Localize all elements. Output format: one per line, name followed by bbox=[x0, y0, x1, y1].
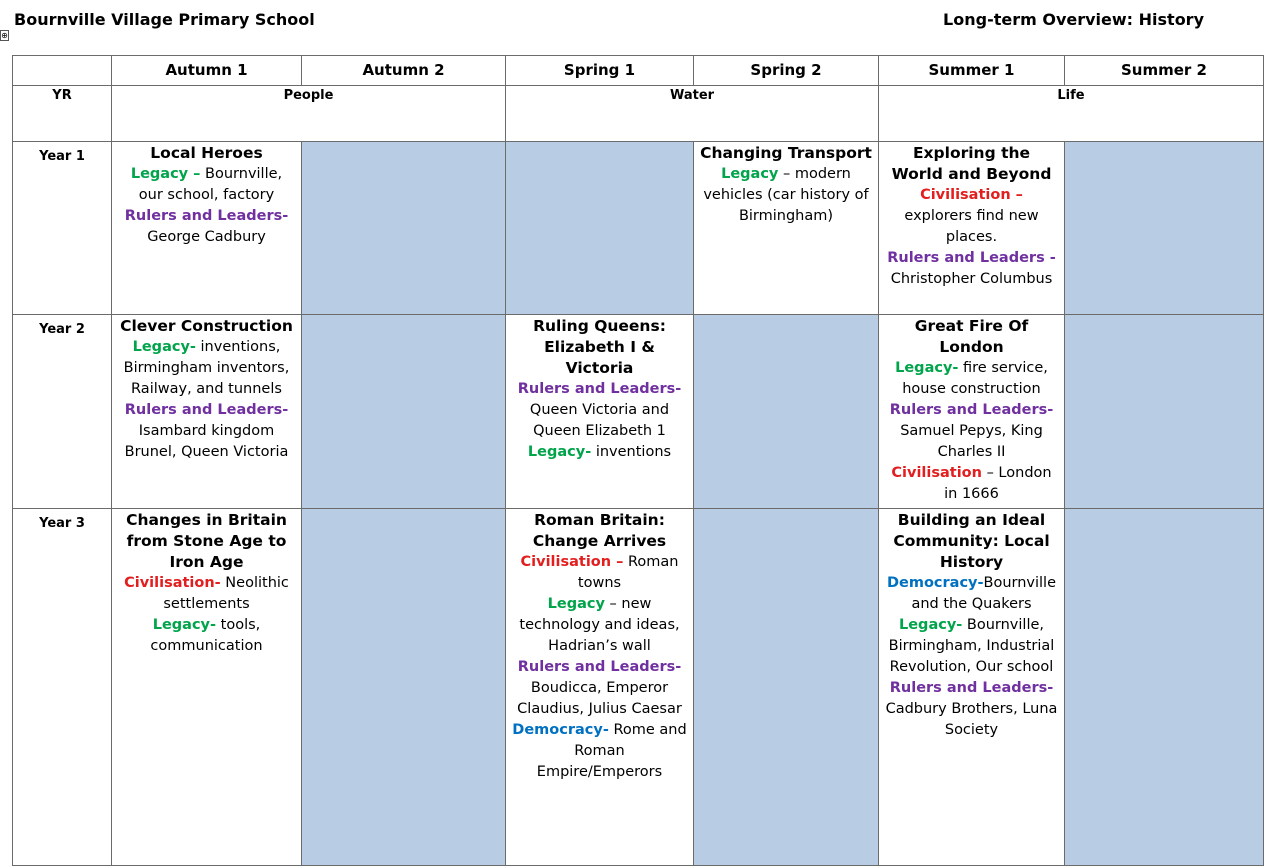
year2-autumn1-cell bbox=[112, 315, 302, 509]
topic-title: Local Heroes bbox=[150, 144, 263, 162]
col-header-autumn2: Autumn 2 bbox=[302, 56, 506, 86]
civilisation-text: explorers find new places. bbox=[904, 208, 1039, 245]
year3-spring2-empty-cell bbox=[694, 509, 879, 866]
rulers-text: Queen Victoria and Queen Elizabeth 1 bbox=[529, 402, 670, 439]
legacy-tag: Legacy- bbox=[132, 339, 196, 355]
legacy-text: – new technology and ideas, Hadrian’s wall bbox=[519, 596, 680, 654]
yr-label bbox=[13, 86, 112, 142]
theme-people bbox=[112, 86, 506, 142]
year3-row bbox=[13, 509, 1264, 866]
topic-title: Changing Transport bbox=[700, 144, 872, 162]
legacy-tag: Legacy- bbox=[527, 444, 592, 460]
topic-title: Ruling Queens: Elizabeth I & Victoria bbox=[533, 317, 666, 377]
year1-summer1-cell bbox=[879, 142, 1065, 315]
rulers-text: Christopher Columbus bbox=[890, 271, 1053, 287]
theme-life bbox=[879, 86, 1264, 142]
civilisation-text: Neolithic settlements bbox=[163, 575, 289, 612]
col-header-summer2: Summer 2 bbox=[1065, 56, 1264, 86]
theme-row bbox=[13, 86, 1264, 142]
theme-people-text: People bbox=[283, 88, 334, 103]
year3-autumn1-cell bbox=[112, 509, 302, 866]
legacy-text: Bournville, our school, factory bbox=[138, 166, 283, 203]
yr-text: YR bbox=[52, 88, 72, 103]
legacy-tag: Legacy- bbox=[152, 617, 217, 633]
legacy-tag: Legacy – bbox=[130, 166, 201, 182]
theme-water-text: Water bbox=[669, 88, 715, 103]
rulers-tag: Rulers and Leaders- bbox=[889, 402, 1054, 418]
civilisation-tag: Civilisation – bbox=[520, 554, 624, 570]
year2-spring2-empty-cell bbox=[694, 315, 879, 509]
topic-title: Clever Construction bbox=[120, 317, 293, 335]
year1-autumn1-cell bbox=[112, 142, 302, 315]
year2-spring1-cell bbox=[506, 315, 694, 509]
legacy-tag: Legacy- bbox=[895, 360, 959, 376]
democracy-text: Rome and Roman Empire/Emperors bbox=[536, 722, 687, 780]
legacy-tag: Legacy bbox=[547, 596, 605, 612]
democracy-tag: Democracy- bbox=[512, 722, 609, 738]
corner-cell bbox=[13, 56, 112, 86]
democracy-text: Bournville and the Quakers bbox=[911, 575, 1057, 612]
col-header-autumn1: Autumn 1 bbox=[112, 56, 302, 86]
rulers-tag: Rulers and Leaders- bbox=[517, 381, 682, 397]
civilisation-text: – London in 1666 bbox=[944, 465, 1052, 502]
year3-spring1-cell bbox=[506, 509, 694, 866]
civilisation-tag: Civilisation- bbox=[124, 575, 221, 591]
rulers-tag: Rulers and Leaders- bbox=[889, 680, 1054, 696]
year3-summer1-cell bbox=[879, 509, 1065, 866]
col-header-summer1: Summer 1 bbox=[879, 56, 1065, 86]
rulers-text: Samuel Pepys, King Charles II bbox=[900, 423, 1043, 460]
year3-autumn2-empty-cell bbox=[302, 509, 506, 866]
year2-label: Year 2 bbox=[13, 315, 112, 509]
rulers-text: Boudicca, Emperor Claudius, Julius Caesar bbox=[517, 680, 682, 717]
theme-water bbox=[506, 86, 879, 142]
year2-summer2-empty-cell bbox=[1065, 315, 1264, 509]
year3-summer2-empty-cell bbox=[1065, 509, 1264, 866]
topic-title: Great Fire Of London bbox=[914, 317, 1029, 356]
year1-spring2-cell bbox=[694, 142, 879, 315]
legacy-text: tools, communication bbox=[150, 617, 263, 654]
year1-summer2-empty-cell bbox=[1065, 142, 1264, 315]
rulers-tag: Rulers and Leaders - bbox=[887, 250, 1056, 266]
year1-spring1-empty-cell bbox=[506, 142, 694, 315]
democracy-tag: Democracy- bbox=[886, 575, 984, 591]
school-name: Bournville Village Primary School bbox=[14, 10, 315, 29]
legacy-text: fire service, house construction bbox=[902, 360, 1048, 397]
topic-title: Roman Britain: Change Arrives bbox=[532, 511, 667, 550]
rulers-text: Cadbury Brothers, Luna Society bbox=[885, 701, 1058, 738]
year1-label: Year 1 bbox=[13, 142, 112, 315]
col-header-spring2: Spring 2 bbox=[694, 56, 879, 86]
legacy-text: inventions, Birmingham inventors, Railway, and tunnels bbox=[123, 339, 290, 397]
civilisation-tag: Civilisation – bbox=[920, 187, 1023, 203]
year2-row bbox=[13, 315, 1264, 509]
rulers-tag: Rulers and Leaders- bbox=[124, 208, 289, 224]
table-move-handle-icon[interactable]: ⊕ bbox=[1, 31, 8, 40]
legacy-text: Bournville, Birmingham, Industrial Revolution, Our school bbox=[888, 617, 1055, 675]
year3-label: Year 3 bbox=[13, 509, 112, 866]
rulers-text: Isambard kingdom Brunel, Queen Victoria bbox=[124, 423, 289, 460]
legacy-text: inventions bbox=[591, 444, 672, 460]
theme-life-text: Life bbox=[1057, 88, 1085, 103]
history-overview-table bbox=[12, 55, 1264, 866]
year1-row bbox=[13, 142, 1264, 315]
civilisation-text: Roman towns bbox=[577, 554, 679, 591]
term-header-row bbox=[13, 56, 1264, 86]
rulers-tag: Rulers and Leaders- bbox=[124, 402, 289, 418]
rulers-text: George Cadbury bbox=[147, 229, 266, 245]
document-title: Long-term Overview: History bbox=[943, 10, 1204, 29]
legacy-tag: Legacy bbox=[721, 166, 779, 182]
topic-title: Exploring the World and Beyond bbox=[891, 144, 1052, 183]
topic-title: Changes in Britain from Stone Age to Iron Age bbox=[126, 511, 287, 571]
legacy-tag: Legacy- bbox=[898, 617, 963, 633]
civilisation-tag: Civilisation bbox=[891, 465, 982, 481]
rulers-tag: Rulers and Leaders- bbox=[517, 659, 682, 675]
year1-autumn2-empty-cell bbox=[302, 142, 506, 315]
year2-autumn2-empty-cell bbox=[302, 315, 506, 509]
legacy-text: – modern vehicles (car history of Birmingham) bbox=[703, 166, 869, 224]
topic-title: Building an Ideal Community: Local History bbox=[893, 511, 1050, 571]
col-header-spring1: Spring 1 bbox=[506, 56, 694, 86]
year2-summer1-cell bbox=[879, 315, 1065, 509]
